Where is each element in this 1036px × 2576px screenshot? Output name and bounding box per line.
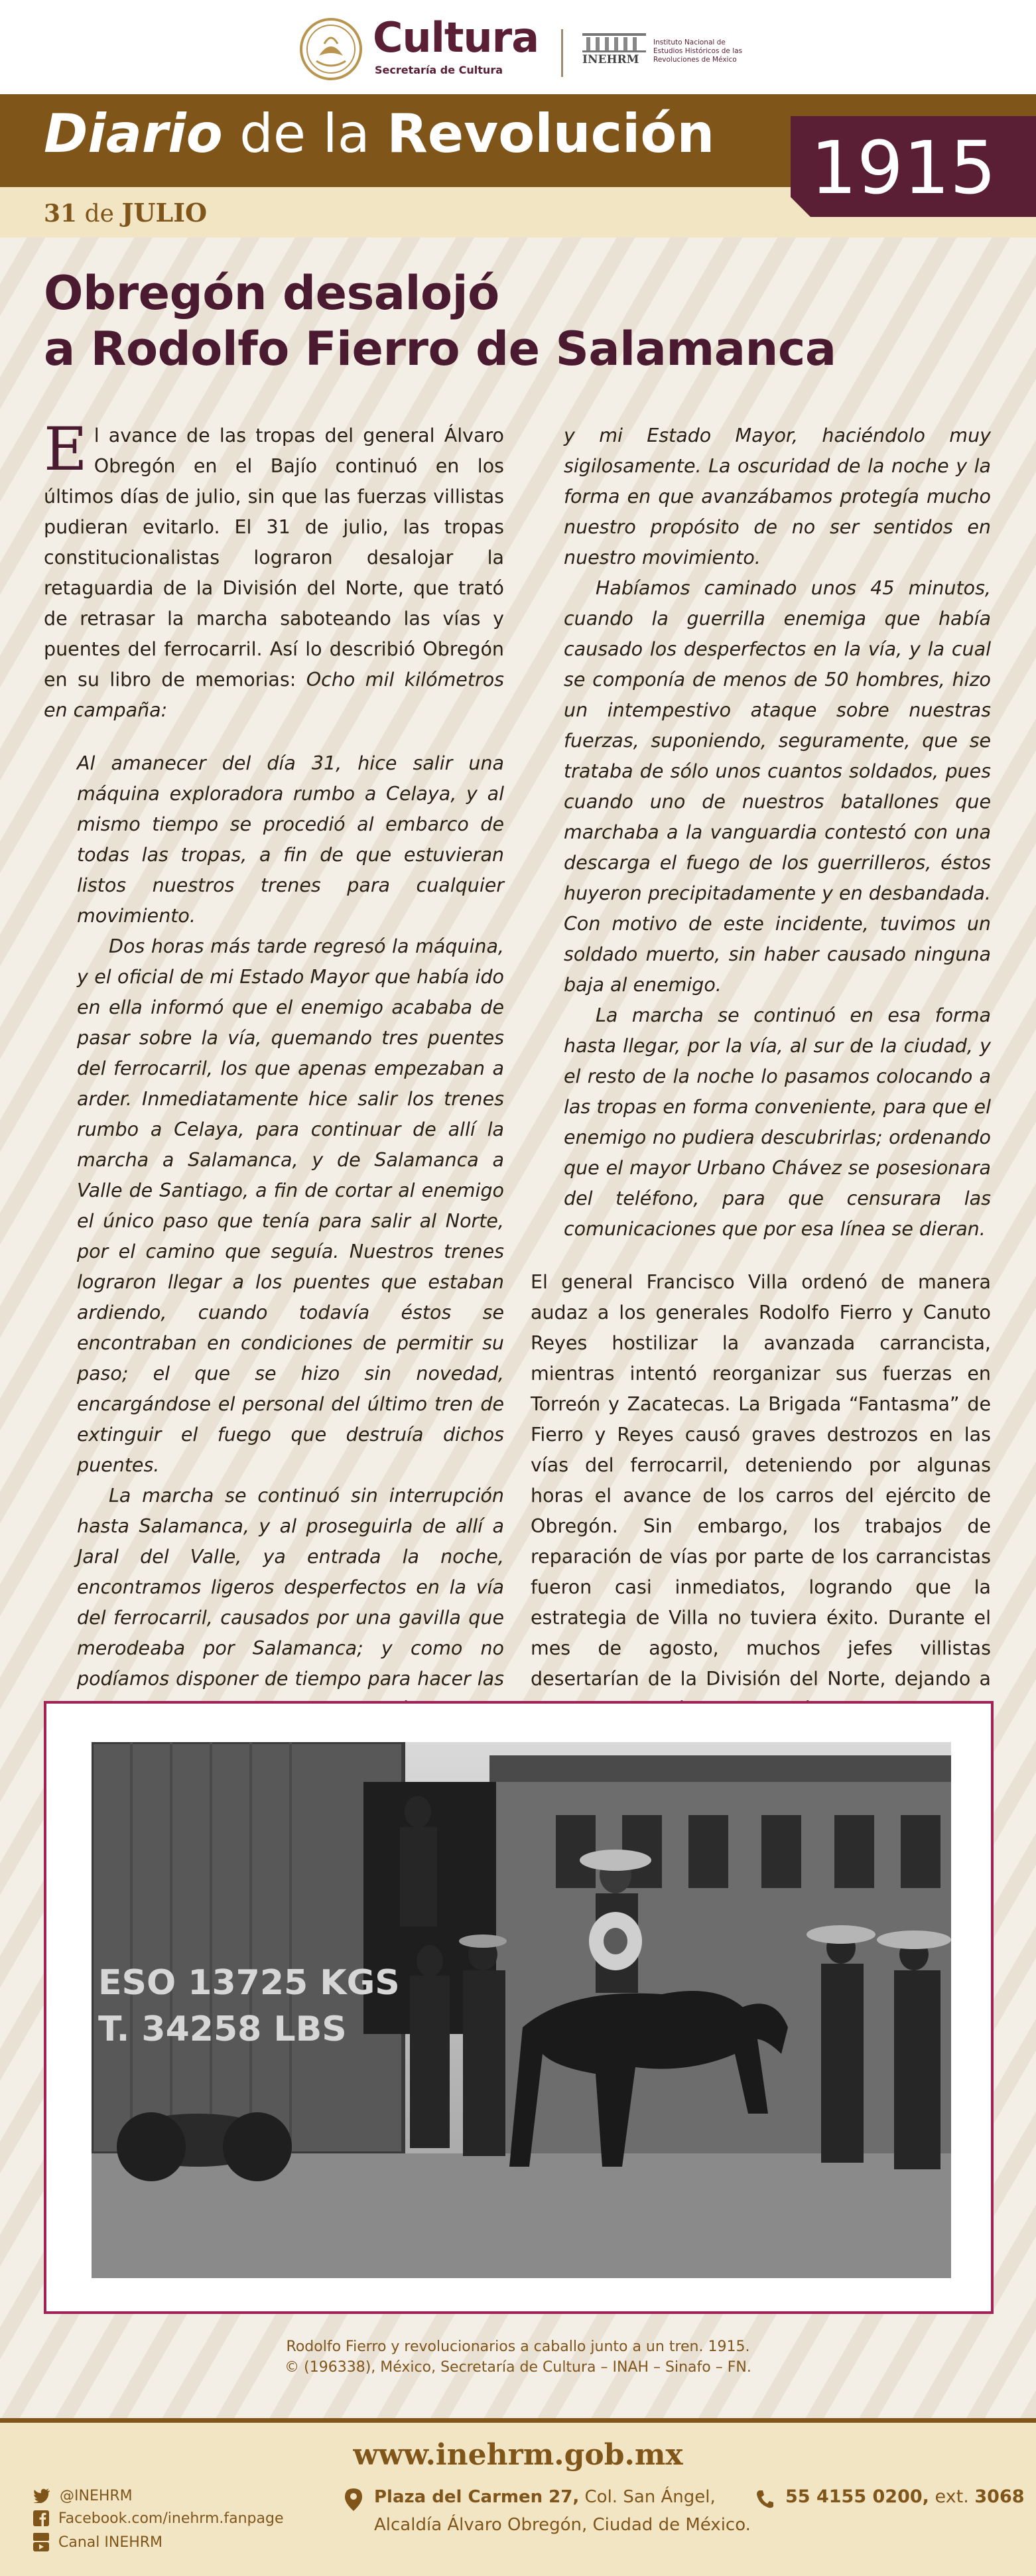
photo-frame xyxy=(44,1701,994,2314)
article-column-right xyxy=(531,421,991,1816)
title-word-diario: Diario xyxy=(44,103,223,165)
railcar-marking-2: T. 34258 LBS xyxy=(98,2009,347,2049)
photo-caption xyxy=(0,2337,1036,2378)
memoir-quote-continued xyxy=(531,421,991,1245)
intro-text: l avance de las tropas del general Álvaro Obregón en el Bajío continuó en los últimos días de julio, sin que las fuerzas villistas pudieran evitarlo. El 31 de julio, las tropas constitucionalistas lograron desalojar la retaguardia de la División del Norte, que trató de retrasar la marcha saboteando las vías y puentes del ferrocarril. Así lo describió Obregón en su libro de memorias: xyxy=(44,425,504,691)
youtube-channel: Canal INEHRM xyxy=(58,2534,163,2551)
quote-paragraph-5: La marcha se continuó en esa forma hasta llegar, por la vía, al sur de la ciudad, y el resto de la noche lo pasamos colocando a las tropas en forma conveniente, para que el enemigo no pudiera descubrirlas; ordenando que el mayor Urbano Chávez se posesionara del teléfono, para que censurara las comunicaciones que por esa línea se dieran. xyxy=(564,1004,991,1240)
quote-paragraph-4: Habíamos caminado unos 45 minutos, cuando la guerrilla enemiga que había causado los desperfectos en la vía, y la cual se componía de menos de 50 hombres, hizo un intempestivo ataque sobre nuestras fuerzas, suponiendo, seguramente, que se trataba de sólo unos cuantos soldados, pues cuando uno de nuestros batallones que marchaba a la vanguardia contestó con una descarga el fuego de los guerrilleros, éstos huyeron precipitadamente y en desbandada. Con motivo de este incidente, tuvimos un soldado muerto, sin haber causado ninguna baja al enemigo. xyxy=(564,577,991,996)
phone-number xyxy=(785,2483,1025,2511)
photo-train-horsemen xyxy=(92,1742,951,2278)
phone-extension: 3068 xyxy=(974,2486,1025,2507)
title-word-de: de xyxy=(239,103,306,165)
article-column-left xyxy=(44,415,504,1877)
intro-book-title: Ocho mil kilómetros en campaña: xyxy=(44,669,504,721)
footer-divider xyxy=(0,2418,1036,2423)
address-line-2: Alcaldía Álvaro Obregón, Ciudad de México. xyxy=(374,2515,751,2535)
quote-paragraph-2: Dos horas más tarde regresó la máquina, y el oficial de mi Estado Mayor que había ido en ella informó que el enemigo acababa de pasar sobre la vía, quemando tres puentes del ferrocarril, los que apenas empezaban a arder. Inmediatamente hice salir los trenes rumbo a Celaya, para continuar de allí la marcha a Salamanca, y de Salamanca a Valle de Santiago, a fin de cortar al enemigo el único paso que tenía para salir al Norte, por el camino que seguía. Nuestros trenes lograron llegar a los puentes que estaban ardiendo, cuando todavía éstos se encontraban en condiciones de permitir su paso; el que se hizo sin novedad, encargándose el personal del último tren de extinguir el fuego que destruía dichos puentes. xyxy=(77,935,504,1476)
quote-paragraph-3-continued: y mi Estado Mayor, haciéndolo muy sigilosamente. La oscuridad de la noche y la forma en que avanzábamos protegía mucho nuestro propósito de no ser sentidos en nuestro movimiento. xyxy=(564,425,991,569)
phone-block[interactable] xyxy=(756,2483,1025,2512)
twitter-icon xyxy=(33,2488,50,2503)
address-street: Plaza del Carmen 27, xyxy=(374,2487,580,2507)
quote-paragraph-3: La marcha se continuó sin interrupción hasta Salamanca, y al proseguirla de allí a Jaral del Valle, ya entrada la noche, encontramos ligeros desperfectos en la vía del ferrocarril, causados por una gavilla que merodeaba por Salamanca; y como no podíamos disponer de tiempo para hacer las xyxy=(77,1485,504,1690)
phone-icon xyxy=(756,2490,773,2508)
address-line-1 xyxy=(374,2483,716,2511)
date-de: de xyxy=(84,200,114,228)
date-month: JULIO xyxy=(121,198,208,228)
diario-title xyxy=(44,101,714,167)
facebook-icon xyxy=(33,2510,49,2526)
phone-main: 55 4155 0200, xyxy=(785,2486,929,2507)
facebook-link[interactable] xyxy=(33,2507,284,2530)
twitter-handle: @INEHRM xyxy=(60,2487,133,2504)
inehrm-full-name: Instituto Nacional de Estudios Históricos de las Revoluciones de México xyxy=(653,38,743,64)
secretaria-text: Secretaría de Cultura xyxy=(375,64,503,76)
address-block xyxy=(345,2483,769,2543)
youtube-link[interactable] xyxy=(33,2531,162,2553)
website-link[interactable]: www.inehrm.gob.mx xyxy=(353,2438,683,2472)
title-word-revolucion: Revolución xyxy=(387,103,715,165)
twitter-link[interactable] xyxy=(33,2484,133,2507)
national-seal-icon xyxy=(299,17,363,81)
quote-paragraph-1: Al amanecer del día 31, hice salir una máquina exploradora rumbo a Celaya, y al mismo tiempo se procedió al embarco de todas las tropas, a fin de que estuvieran listos nuestros trenes para cualquier movimiento. xyxy=(77,752,504,927)
title-word-la: la xyxy=(322,103,370,165)
historical-photo xyxy=(92,1742,951,2278)
address-colonia: Col. San Ángel, xyxy=(579,2487,716,2507)
drop-cap: E xyxy=(44,415,88,484)
date-day: 31 xyxy=(44,200,78,228)
closing-paragraph: El general Francisco Villa ordenó de manera audaz a los generales Rodolfo Fierro y Canuto Reyes hostilizar la avanzada carrancista, mientras intentó reorganizar sus fuerzas en Torreón y Zacatecas. La Brigada “Fantasma” de Fierro y Reyes causó graves destrozos en las vías del ferrocarril, deteniendo por algunas horas el avance de los carros del ejército de Obregón. Sin embargo, los trabajos de reparación de vías por parte de los carrancistas fueron casi inmediatos, logrando que la estrategia de Villa no tuviera éxito. Durante el mes de agosto, muchos jefes villistas desertarían de la División del Norte, dejando a xyxy=(531,1271,991,1690)
logo-bar xyxy=(0,0,1036,94)
youtube-icon xyxy=(33,2533,49,2551)
article-headline xyxy=(44,265,999,377)
year-label: 1915 xyxy=(810,125,996,210)
headline-line-2: a Rodolfo Fierro de Salamanca xyxy=(44,322,836,376)
cultura-logo-text: Cultura xyxy=(373,13,539,62)
intro-paragraph xyxy=(44,415,504,726)
caption-line-2: © (196338), México, Secretaría de Cultura – INAH – Sinafo – FN. xyxy=(285,2359,751,2376)
date-line xyxy=(44,194,207,234)
phone-ext-label: ext. xyxy=(929,2486,975,2507)
facebook-url: Facebook.com/inehrm.fanpage xyxy=(58,2510,284,2527)
inehrm-short-text: INEHRM xyxy=(582,53,639,66)
caption-line-1: Rodolfo Fierro y revolucionarios a caballo junto a un tren. 1915. xyxy=(286,2339,750,2355)
location-pin-icon xyxy=(345,2488,362,2511)
railcar-marking-1: ESO 13725 KGS xyxy=(98,1963,400,2003)
logo-divider xyxy=(561,29,563,77)
headline-line-1: Obregón desalojó xyxy=(44,266,499,320)
